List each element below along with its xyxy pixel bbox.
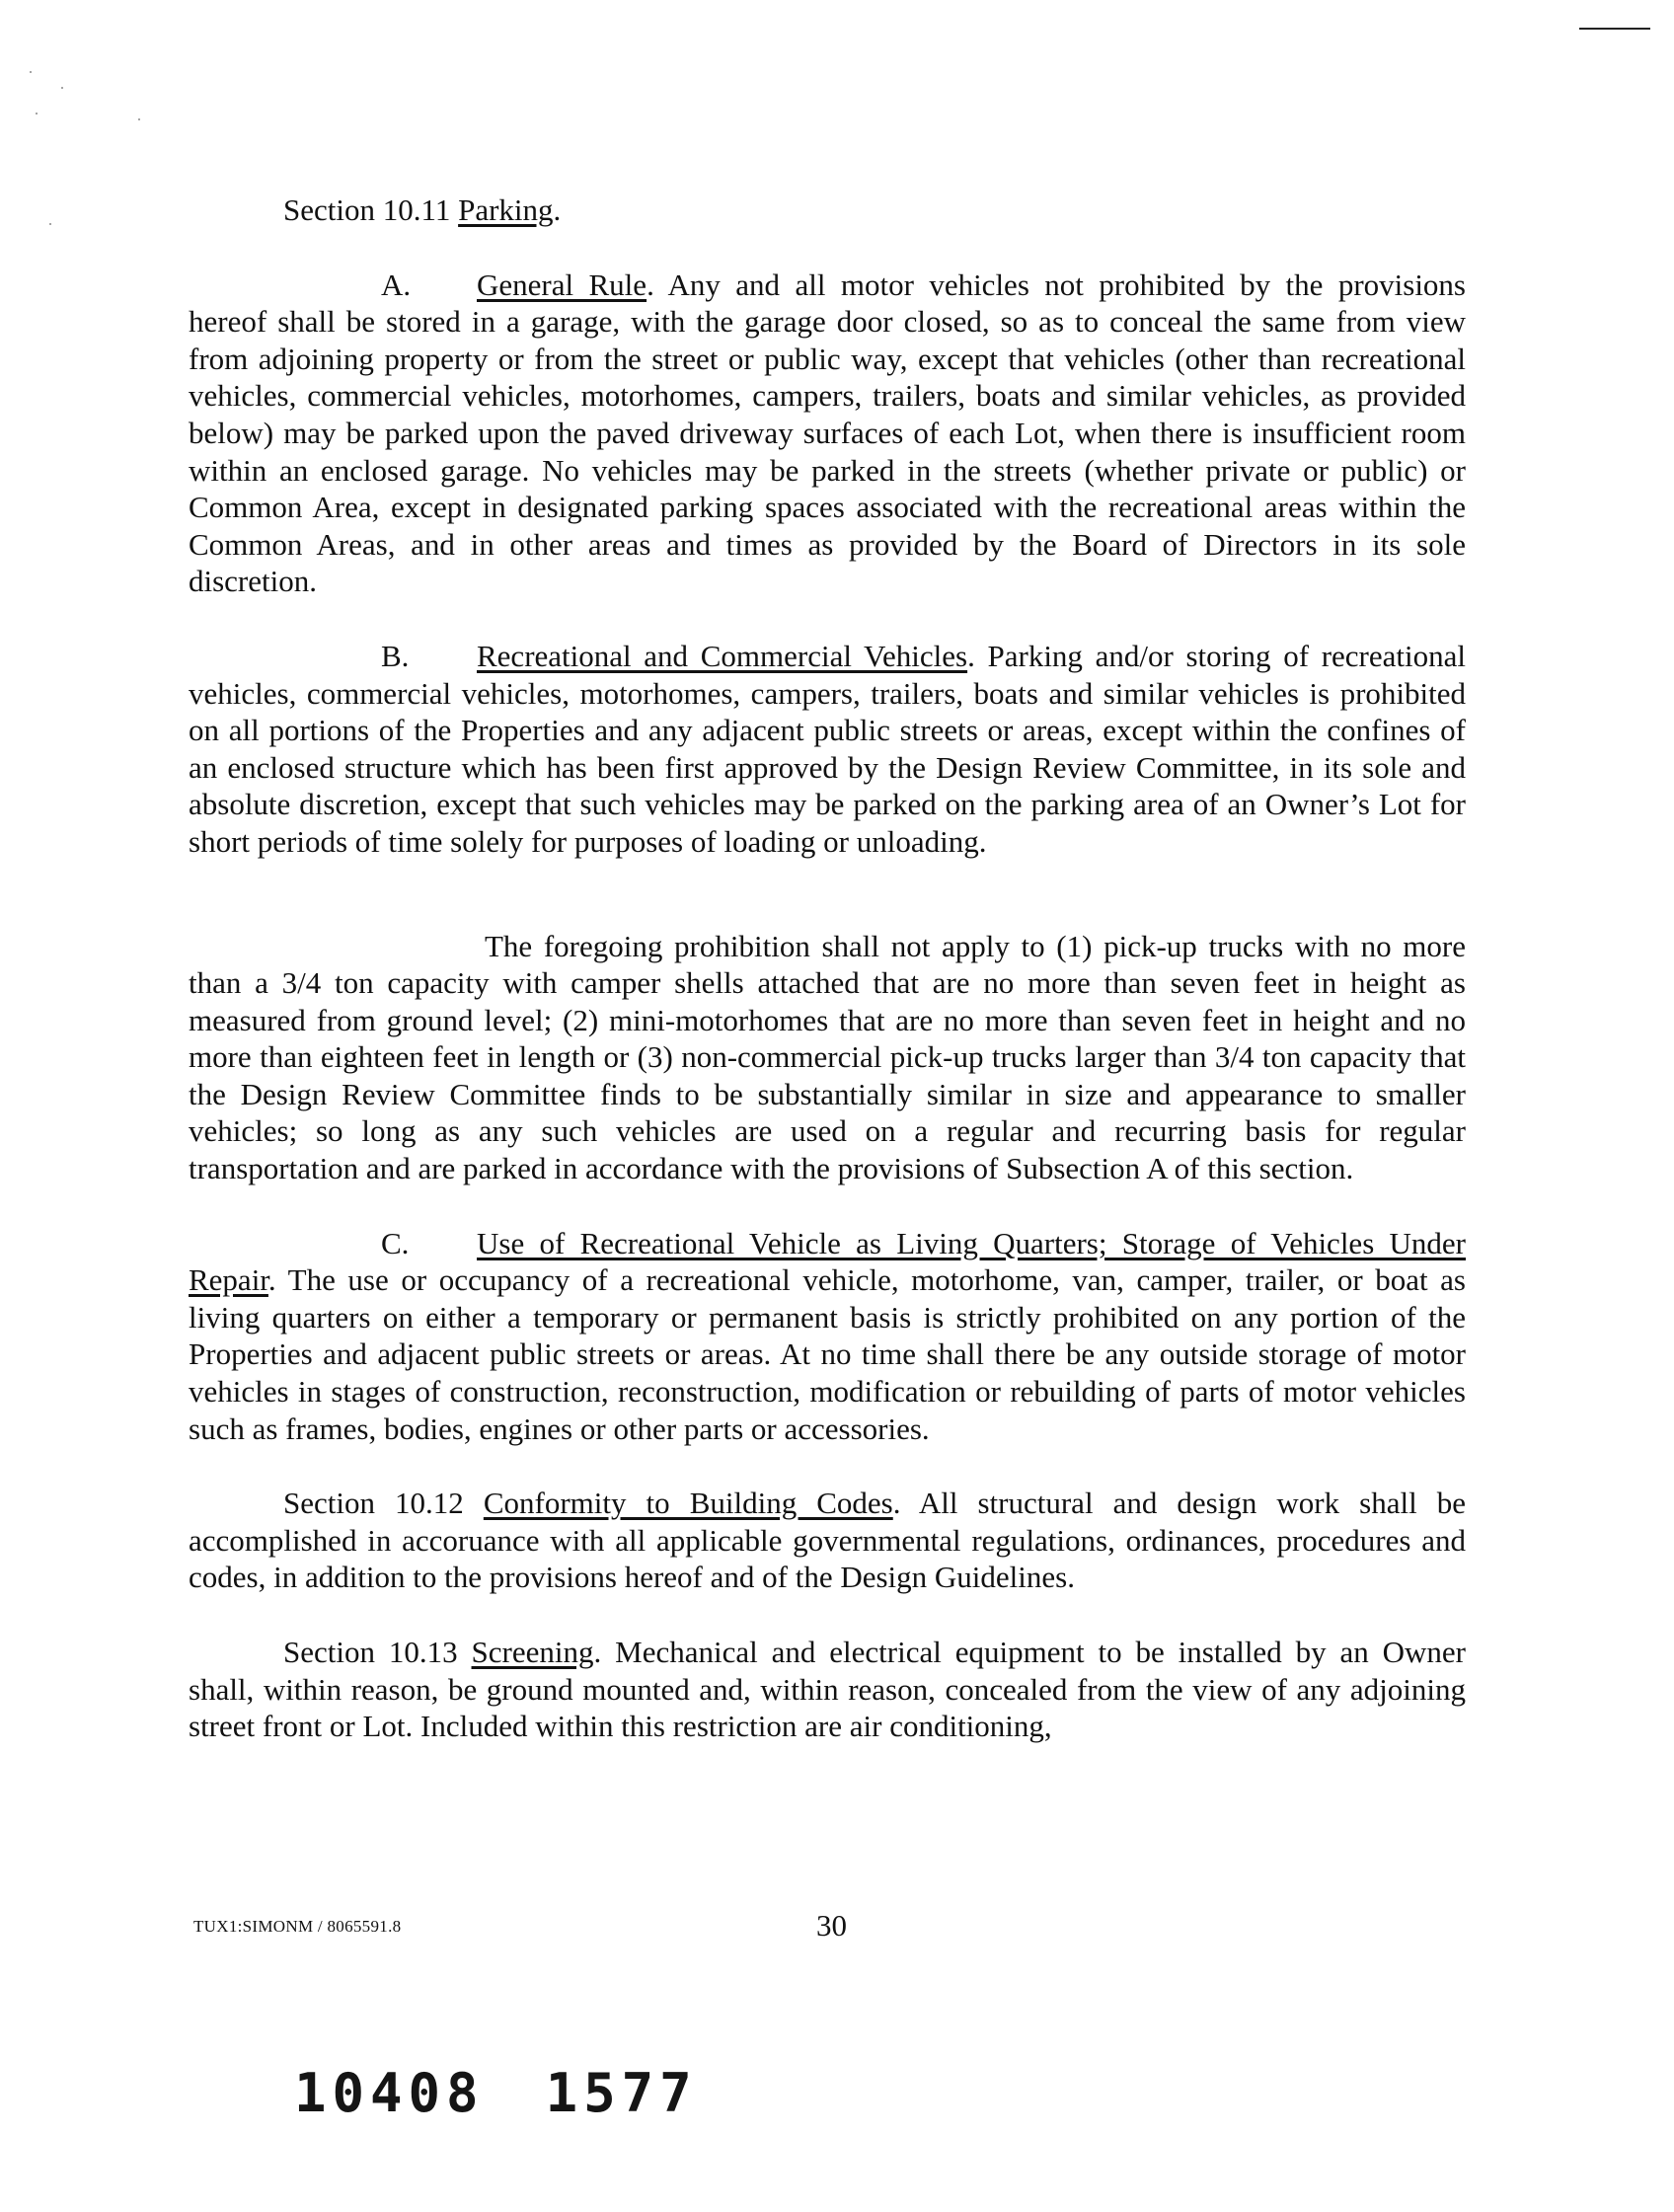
section-10-13: [189, 1634, 1466, 1745]
page-number: 30: [816, 1908, 847, 1943]
section-number: Section 10.12: [283, 1486, 484, 1521]
scan-speck: [30, 71, 32, 73]
section-title: Screening: [471, 1635, 594, 1669]
recording-stamp: [294, 2062, 698, 2124]
paragraph-text: The foregoing prohibition shall not apply to (1) pick-up trucks with no more than a 3/4 ton capacity with camper shells attached that are no more than seven feet in height as measured from ground level; (2) mini-motorhomes that are no more than seven feet in height and no more than eighteen feet in length or (3) non-commercial pick-up trucks larger than 3/4 ton capacity that the Design Review Committee finds to be substantially similar in size and appearance to smaller vehicles; so long as any such vehicles are used on a regular and recurring basis for regular transportation and are parked in accordance with the provisions of Subsection A of this section.: [189, 928, 1466, 1186]
recording-page: 1577: [545, 2062, 698, 2124]
section-number: Section 10.11: [283, 192, 459, 227]
scan-edge-mark: [1579, 28, 1650, 30]
scan-speck: [61, 87, 63, 89]
scan-speck: [49, 223, 51, 225]
subsection-b: [189, 638, 1466, 861]
section-title: Parking: [458, 192, 554, 227]
scan-speck: [138, 118, 140, 120]
subsection-title: Use of Recreational Vehicle as Living Quarters; Storage of Vehicles Under Repair: [189, 1225, 1466, 1298]
section-10-12: [189, 1485, 1466, 1596]
section-text: . All structural and design work shall be accomplished in accoruance with all applicable governmental regulations, ordinances, procedures and codes, in addition to the provisions hereof and of the Design Guidelines.: [189, 1486, 1466, 1595]
section-text: . Mechanical and electrical equipment to be installed by an Owner shall, within reason, be ground mounted and, within reason, concealed from the view of any adjoining street front or Lot. Included within this restriction are air conditioning,: [189, 1635, 1466, 1744]
section-heading-10-11: [189, 191, 1466, 229]
subsection-text: . The use or occupancy of a recreational vehicle, motorhome, van, camper, trailer, or boat as living quarters on either a temporary or permanent basis is strictly prohibited on any portion of the Properties and adjacent public streets or areas. At no time shall there be any outside storage of motor vehicles in stages of construction, reconstruction, modification or rebuilding of parts of motor vehicles such as frames, bodies, engines or other parts or accessories.: [189, 1262, 1466, 1446]
subsection-c: [189, 1225, 1466, 1448]
document-reference: TUX1:SIMONM / 8065591.8: [193, 1917, 402, 1936]
document-body: [189, 191, 1466, 1783]
subsection-label: B.: [381, 638, 410, 673]
subsection-label: C.: [381, 1225, 410, 1260]
subsection-title: General Rule: [477, 267, 647, 302]
subsection-label: A.: [381, 267, 412, 302]
subsection-title: Recreational and Commercial Vehicles: [477, 638, 968, 673]
subsection-b-continuation: [189, 928, 1466, 1187]
section-number: Section 10.13: [283, 1635, 472, 1669]
subsection-text: . Any and all motor vehicles not prohibited by the provisions hereof shall be stored in a garage, with the garage door closed, so as to conceal the same from view from adjoining property or from the street or public way, except that vehicles (other than recreational vehicles, commercial vehicles, motorhomes, campers, trailers, boats and similar vehicles, as provided below) may be parked upon the paved driveway surfaces of each Lot, when there is insufficient room within an enclosed garage. No vehicles may be parked in the streets (whether private or public) or Common Area, except in designated parking spaces associated with the recreational areas within the Common Areas, and in other areas and times as provided by the Board of Directors in its sole discretion.: [189, 267, 1466, 599]
scan-speck: [36, 113, 38, 114]
section-title-period: .: [553, 192, 562, 227]
section-title: Conformity to Building Codes: [483, 1486, 893, 1521]
subsection-a: [189, 267, 1466, 600]
subsection-text: . Parking and/or storing of recreational vehicles, commercial vehicles, motorhomes, campers, trailers, boats and similar vehicles is prohibited on all portions of the Properties and any adjacent public streets or areas, except within the confines of an enclosed structure which has been first approved by the Design Review Committee, in its sole and absolute discretion, except that such vehicles may be parked on the parking area of an Owner’s Lot for short periods of time solely for purposes of loading or unloading.: [189, 638, 1466, 859]
recording-book: 10408: [294, 2062, 485, 2124]
